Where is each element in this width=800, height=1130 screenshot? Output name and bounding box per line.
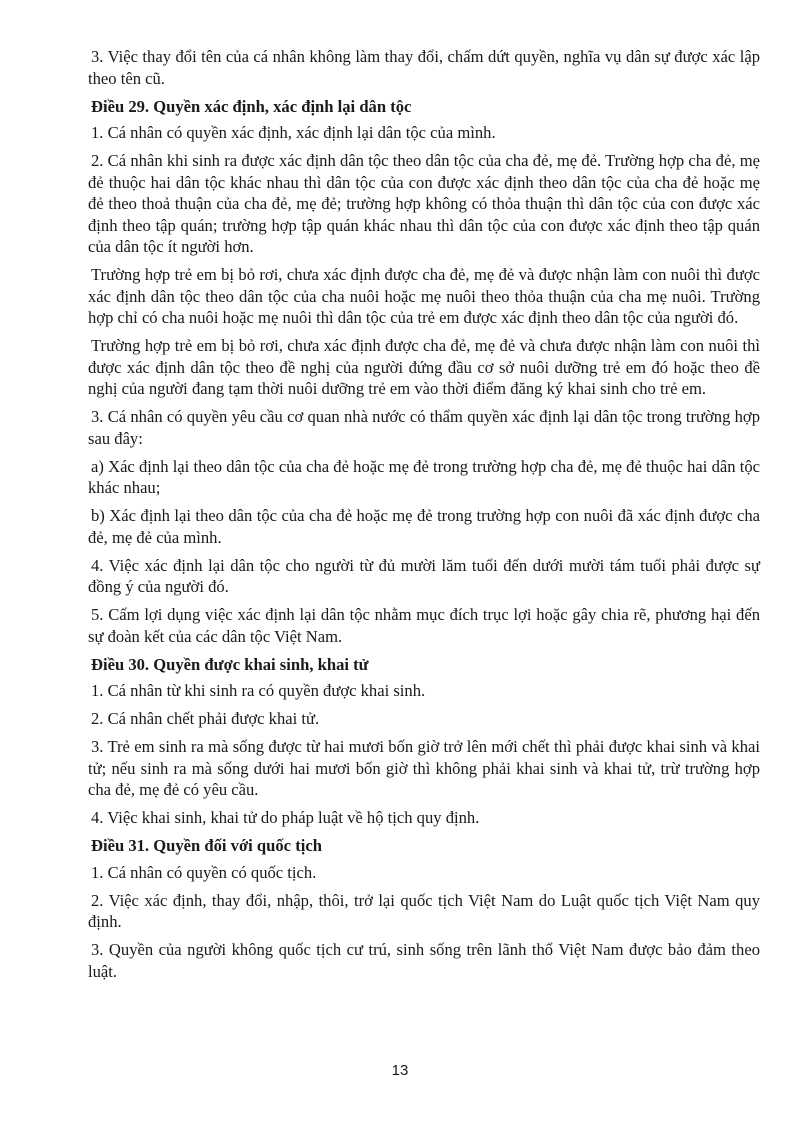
paragraph: 2. Cá nhân khi sinh ra được xác định dân tộc theo dân tộc của cha đẻ, mẹ đẻ. Trường hợp cha đẻ, mẹ đẻ thuộc hai dân tộc khác nhau thì dân tộc của con được xác định theo dân tộc của cha đẻ hoặc mẹ đẻ theo thoả thuận của cha đẻ, mẹ đẻ; trường hợp không có thỏa thuận thì dân tộc của con được xác định theo tập quán; trường hợp tập quán khác nhau thì dân tộc của con được xác định theo tập quán của dân tộc ít người hơn. xyxy=(88,151,760,256)
paragraph: 3. Cá nhân có quyền yêu cầu cơ quan nhà nước có thẩm quyền xác định lại dân tộc trong trường hợp sau đây: xyxy=(88,407,760,448)
paragraph: 1. Cá nhân có quyền có quốc tịch. xyxy=(91,862,317,882)
paragraph: 2. Cá nhân chết phải được khai tử. xyxy=(91,709,320,728)
article-31-heading: Điều 31. Quyền đối với quốc tịch xyxy=(91,836,322,855)
paragraph: 2. Việc xác định, thay đổi, nhập, thôi, trở lại quốc tịch Việt Nam do Luật quốc tịch Việt Nam quy định. xyxy=(88,890,760,931)
paragraph: 1. Cá nhân từ khi sinh ra có quyền được khai sinh. xyxy=(91,681,426,700)
paragraph: Trường hợp trẻ em bị bỏ rơi, chưa xác định được cha đẻ, mẹ đẻ và được nhận làm con nuôi thì được xác định dân tộc theo dân tộc của cha nuôi hoặc mẹ nuôi theo thỏa thuận của cha mẹ nuôi. Trường hợp chỉ có cha nuôi hoặc mẹ nuôi thì dân tộc của trẻ em được xác định theo dân tộc của người đó. xyxy=(88,265,760,327)
page-content xyxy=(88,46,760,989)
paragraph: b) Xác định lại theo dân tộc của cha đẻ hoặc mẹ đẻ trong trường hợp con nuôi đã xác định được cha đẻ, mẹ đẻ của mình. xyxy=(88,506,760,547)
paragraph: Trường hợp trẻ em bị bỏ rơi, chưa xác định được cha đẻ, mẹ đẻ và chưa được nhận làm con nuôi thì được xác định dân tộc theo đề nghị của người đứng đầu cơ sở nuôi dưỡng trẻ em đó hoặc theo đề nghị của người đang tạm thời nuôi dưỡng trẻ em vào thời điểm đăng ký khai sinh cho trẻ em. xyxy=(88,336,760,398)
paragraph: 4. Việc xác định lại dân tộc cho người từ đủ mười lăm tuổi đến dưới mười tám tuổi phải được sự đồng ý của người đó. xyxy=(88,555,760,596)
paragraph: 3. Quyền của người không quốc tịch cư trú, sinh sống trên lãnh thổ Việt Nam được bảo đảm theo luật. xyxy=(88,940,760,981)
article-29-heading: Điều 29. Quyền xác định, xác định lại dân tộc xyxy=(91,96,412,116)
paragraph: a) Xác định lại theo dân tộc của cha đẻ hoặc mẹ đẻ trong trường hợp cha đẻ, mẹ đẻ thuộc hai dân tộc khác nhau; xyxy=(88,456,760,497)
paragraph: 3. Việc thay đổi tên của cá nhân không làm thay đổi, chấm dứt quyền, nghĩa vụ dân sự được xác lập theo tên cũ. xyxy=(88,47,760,88)
article-30-heading: Điều 30. Quyền được khai sinh, khai tử xyxy=(91,654,369,674)
paragraph: 4. Việc khai sinh, khai tử do pháp luật về hộ tịch quy định. xyxy=(91,808,480,827)
paragraph: 5. Cấm lợi dụng việc xác định lại dân tộc nhằm mục đích trục lợi hoặc gây chia rẽ, phương hại đến sự đoàn kết của các dân tộc Việt Nam. xyxy=(88,605,760,646)
paragraph: 3. Trẻ em sinh ra mà sống được từ hai mươi bốn giờ trở lên mới chết thì phải được khai sinh và khai tử; nếu sinh ra mà sống dưới hai mươi bốn giờ thì không phải khai sinh và khai tử, trừ trường hợp cha đẻ, mẹ đẻ có yêu cầu. xyxy=(88,737,760,799)
paragraph: 1. Cá nhân có quyền xác định, xác định lại dân tộc của mình. xyxy=(91,123,496,142)
page-number: 13 xyxy=(391,1062,409,1079)
